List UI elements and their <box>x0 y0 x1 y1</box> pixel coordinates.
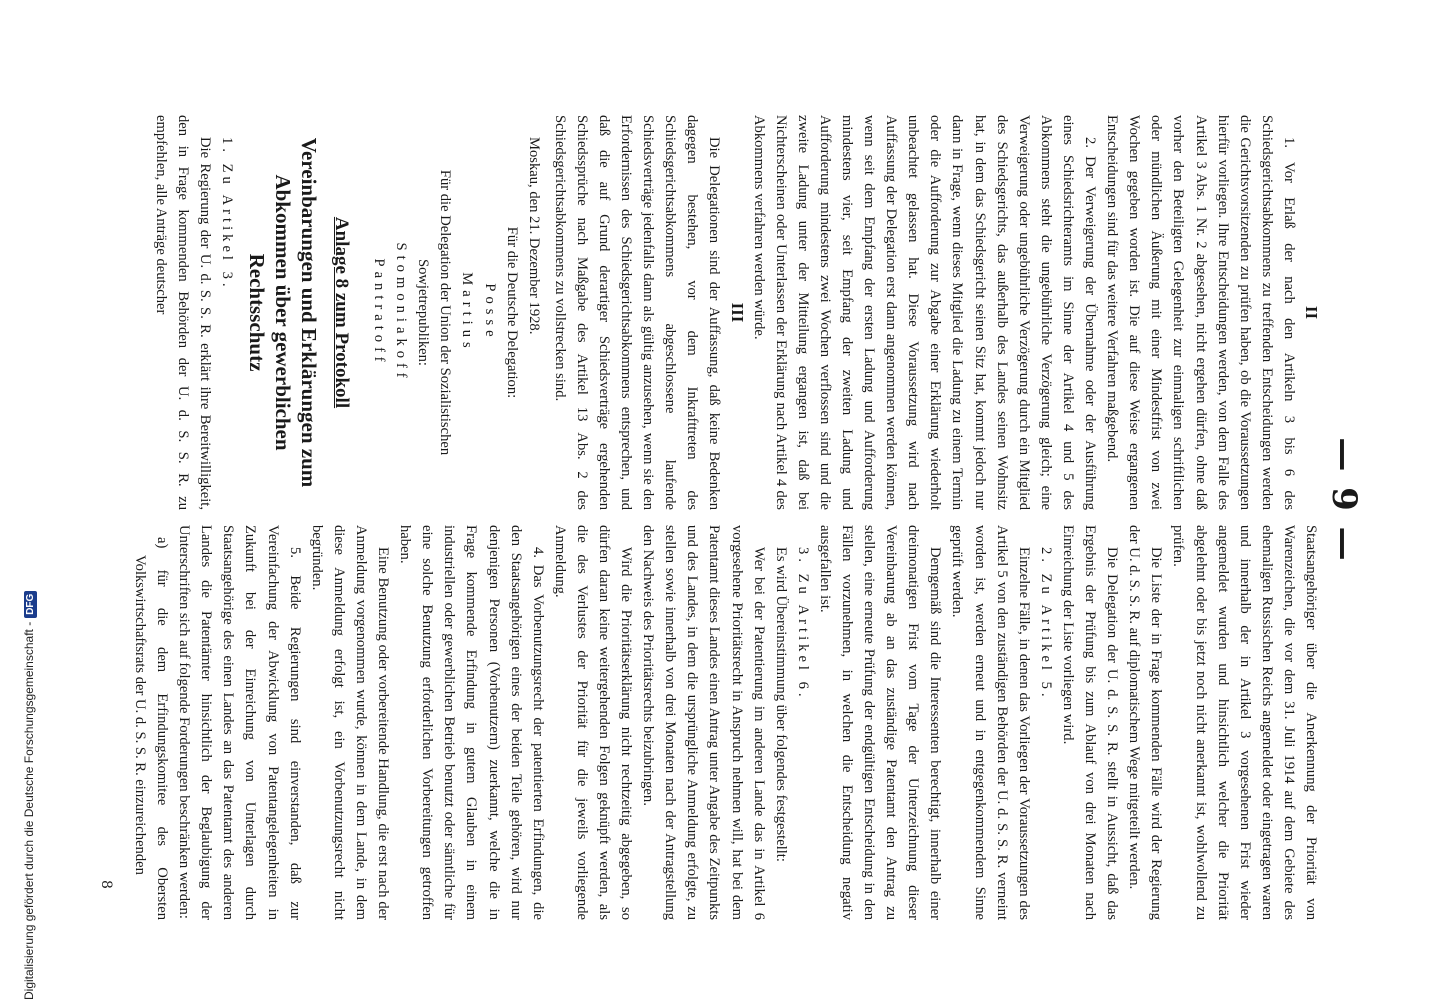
signature: Pantratoff <box>371 258 388 367</box>
signature: Martius <box>459 272 476 353</box>
signature: Stomoniakoff <box>393 242 410 383</box>
delegation-label: Für die Delegation der Union der Sozialistischen Sowjetrepubliken: <box>415 169 454 456</box>
paragraph: Wer bei der Patentierung im anderen Lande das in Artikel 6 vorgesehene Prioritätsrecht in Anspruch nehmen will, hat bei dem Patentamt dieses Landes einen Antrag unter Angabe des Zeitpunkts und des Landes, in dem die ursprüngliche Anmeldung erfolgte, zu stellen sowie innerhalb von drei Monaten nach der Antragstellung den Nachweis des Prioritätsrechts beizubringen. <box>640 525 767 920</box>
article-heading: 3. Zu Artikel 6. <box>794 547 811 701</box>
left-column <box>150 115 1323 510</box>
delegation-label: Für die Deutsche Delegation: <box>503 226 520 399</box>
paragraph: 5. Beide Regierungen sind einverstanden, daß zur Vereinfachung der Abwicklung von Patentangelegenheiten in Zukunft bei der Einreichung von Unterlagen durch Staatsangehörige des einen Landes an das Patentamt des anderen Landes die Patentämter hinsichtlich der Beglaubigung der Unterschriften sich auf folgende Forderungen beschränken werden: <box>176 525 303 920</box>
digitization-credit <box>22 591 37 1000</box>
signature-mark: 8 <box>98 880 114 889</box>
paragraph: Die Liste der in Frage kommenden Fälle wird der Regierung der U. d. S. S. R. auf diplomatischem Wege mitgeteilt werden. <box>1126 525 1165 920</box>
paragraph: 4. Das Vorbenutzungsrecht der patentierten Erfindungen, die den Staatsangehörigen eines der beiden Teile gehören, wird nur denjenigen Personen (Vorbenutzern) zuerkannt, welche die in Frage kommende Erfindung in gutem Glauben in einem industriellen oder gewerblichen Betrieb benutzt oder sämtliche für eine solche Benutzung erforderlichen Vorbereitungen getroffen haben. <box>397 525 546 920</box>
article-heading: 2. Zu Artikel 5. <box>1037 547 1054 701</box>
paragraph: Einzelne Fälle, in denen das Vorliegen der Voraussetzungen des Artikel 5 von den zuständigen Behörden der U. d. S. S. R. verneint worden ist, werden erneut und in entgegenkommendem Sinne geprüft werden. <box>949 525 1032 920</box>
credit-text: Digitalisierung gefördert durch die Deutsche Forschungsgemeinschaft - <box>22 621 36 1000</box>
right-column <box>129 525 1322 920</box>
paragraph: Eine Benutzung oder vorbereitende Handlung, die erst nach der Anmeldung vorgenommen wurde, können in dem Lande, in dem diese Anmeldung erfolgt ist, ein Vorbenutzungsrecht nicht begründen. <box>308 525 392 920</box>
dfg-logo-icon: DFG <box>24 591 37 618</box>
paragraph: Es wird Übereinstimmung über folgendes festgestellt: <box>772 547 789 862</box>
section-heading: III <box>727 302 747 323</box>
date-line: Moskau, den 21. Dezember 1928. <box>525 137 542 335</box>
paragraph: Demgemäß sind die Interessenten berechtigt, innerhalb einer dreimonatigen Frist vom Tage der Unterzeichnung dieser Vereinbarung ab an das zuständige Patentamt den Antrag zu stellen, eine erneute Prüfung der endgültigen Entscheidung in den Fällen vorzunehmen, in welchen die Entscheidung negativ ausgefallen ist. <box>816 525 944 920</box>
paragraph: Die Regierung der U. d. S. S. R. erklärt ihre Bereitwilligkeit, den in Frage kommenden Behörden der U. d. S. S. R. zu empfehlen, alle Anträge deutscher <box>152 115 213 510</box>
section-heading: II <box>1302 305 1321 320</box>
paragraph: Staatsangehöriger über die Anerkennung der Priorität von Warenzeichen, die vor dem 31. Juli 1914 auf dem Gebiete des ehemaligen Russischen Reichs angemeldet oder eingetragen waren und innerhalb der in Artikel 3 vorgesehenen Frist wieder angemeldet wurden und hinsichtlich welcher die Priorität abgelehnt oder bis jetzt noch nicht anerkannt ist, wohlwollend zu prüfen. <box>1170 525 1319 920</box>
page-number: — 9 — <box>1324 437 1364 563</box>
paragraph: 1. Vor Erlaß der nach den Artikeln 3 bis 6 des Schiedsgerichtsabkommens zu treffenden Entscheidungen werden die Gerichtsvorsitzenden zu prüfen haben, ob die Voraussetzungen hierfür vorliegen. Ihre Entscheidungen werden, von dem Falle des Artikel 3 Abs. 1 Nr. 2 abgesehen, nicht ergehen dürfen, ohne daß vorher den Beteiligten Gelegenheit zur einmaligen schriftlichen oder mündlichen Äußerung mit einer Mindestfrist von zwei Wochen gegeben worden ist. Die auf diese Weise ergangenen Entscheidungen sind für das weitere Verfahren maßgebend. <box>1104 115 1297 510</box>
article-heading: 1. Zu Artikel 3. <box>218 137 235 291</box>
annex-title: Anlage 8 zum Protokoll <box>330 216 352 409</box>
paragraph: Die Delegationen sind der Auffassung, daß keine Bedenken dagegen bestehen, vor dem Inkrafttreten des Schiedsgerichtsabkommens abgeschlossene laufende Schiedsverträge jedenfalls dann als gültig anzusehen, wenn sie den Erfordernissen des Schiedsgerichtsabkommens entsprechen, und daß die auf Grund derartiger Schiedsverträge ergehenden Schiedssprüche nach Maßgabe des Artikel 13 Abs. 2 des Schiedsgerichtsabkommens zu vollstrecken sind. <box>551 115 723 510</box>
paragraph: Die Delegation der U. d. S. S. R. stellt in Aussicht, daß das Ergebnis der Prüfung bis zum Ablauf von drei Monaten nach Einreichung der Liste vorliegen wird. <box>1059 525 1121 920</box>
paragraph: 2. Der Verweigerung der Übernahme oder der Ausführung eines Schiedsrichteramts im Sinne der Artikel 4 und 5 des Abkommens steht die ungebührliche Verzögerung gleich; eine Verweigerung oder ungebührliche Verzögerung durch ein Mitglied des Schiedsgerichts, das außerhalb des Landes seinen Wohnsitz hat, in dem das Schiedsgericht seinen Sitz hat, kommt jedoch nur dann in Frage, wenn dieses Mitglied die Ladung zu einem Termin oder die Aufforderung zur Abgabe einer Erklärung wiederholt unbeachtet gelassen hat. Diese Voraussetzung wird nach Auffassung der Delegation erst dann angenommen werden können, wenn seit dem Empfang der ersten Ladung und Aufforderung mindestens vier, seit Empfang der zweiten Ladung und Aufforderung mindestens zwei Wochen verflossen sind und die zweite Ladung unter der Mitteilung ergangen ist, daß bei Nichterscheinen oder Unterlassen der Erklärung nach Artikel 4 des Abkommens verfahren werden würde. <box>750 115 1099 510</box>
paragraph: Wird die Prioritätserklärung nicht rechtzeitig abgegeben, so dürfen daran keine weitergehenden Folgen geknüpft werden, als die des Verlustes der Priorität für die jeweils vorliegende Anmeldung. <box>551 525 635 920</box>
signature: Posse <box>481 283 498 342</box>
agreement-title: Vereinbarungen und Erklärungen zum Abkommen über gewerblichen Rechtsschutz <box>244 137 321 488</box>
list-item: a) für die dem Erfindungskomitee des Obersten Volkswirtschaftsrats der U. d. S. S. R. einzureichenden <box>132 537 171 920</box>
